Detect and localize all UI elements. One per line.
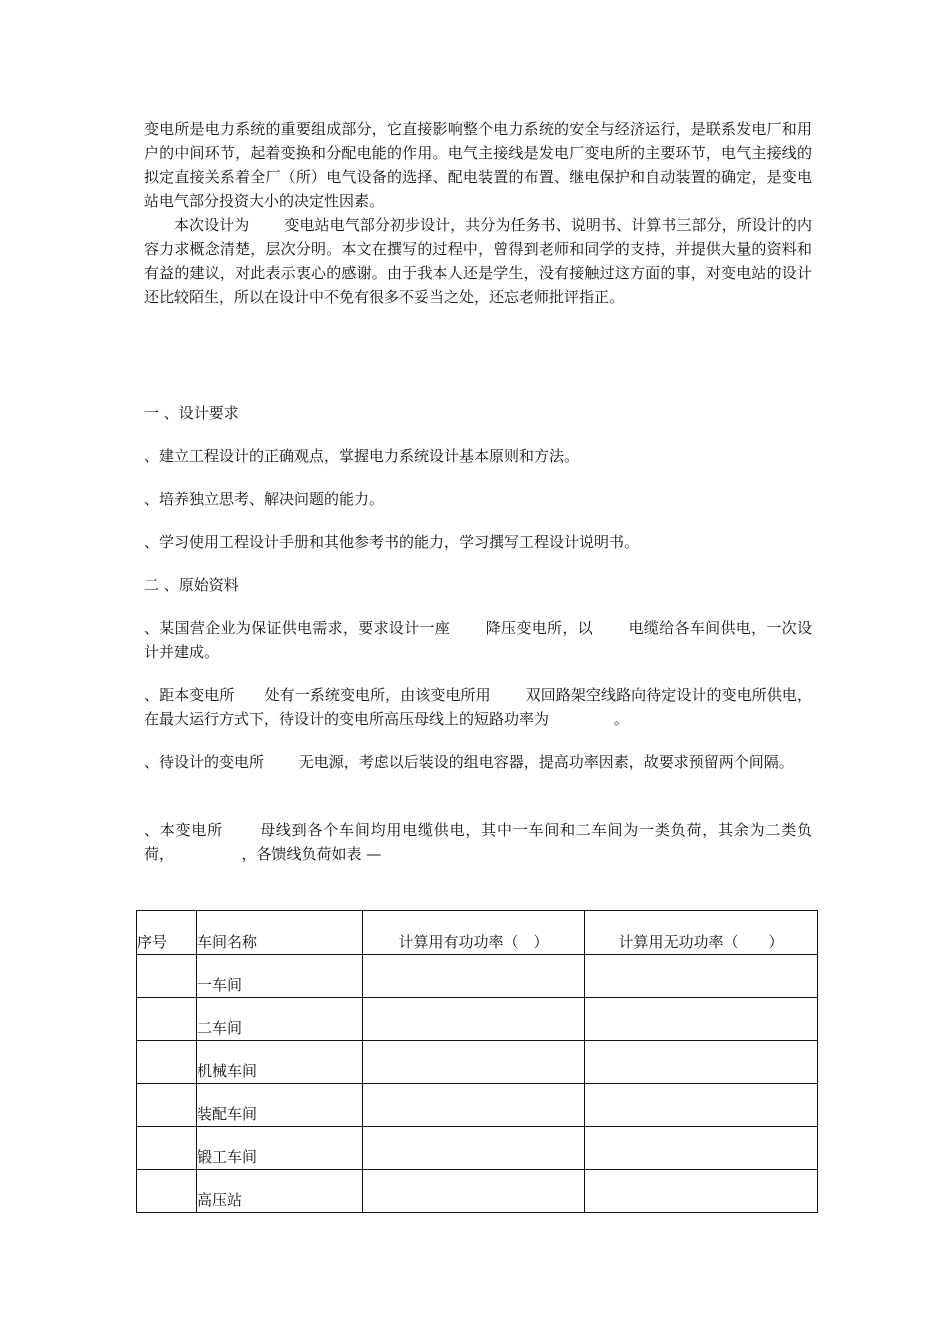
cell-workshop-name: 高压站 bbox=[197, 1170, 363, 1213]
header-workshop-name: 车间名称 bbox=[197, 911, 363, 955]
header-reactive-power: 计算用无功功率（ ） bbox=[585, 911, 818, 955]
header-no: 序号 bbox=[137, 911, 197, 955]
cell-reactive-power bbox=[585, 1041, 818, 1084]
source-item-1: 、某国营企业为保证供电需求，要求设计一座 降压变电所，以 电缆给各车间供电，一次设计并建成。 bbox=[144, 619, 812, 661]
table-row bbox=[137, 1170, 818, 1213]
cell-active-power bbox=[363, 1084, 585, 1127]
cell-no bbox=[137, 1041, 197, 1084]
feeder-load-table bbox=[136, 910, 818, 1213]
cell-active-power bbox=[363, 1041, 585, 1084]
cell-workshop-name: 二车间 bbox=[197, 998, 363, 1041]
cell-active-power bbox=[363, 1170, 585, 1213]
cell-reactive-power bbox=[585, 1170, 818, 1213]
cell-no bbox=[137, 1170, 197, 1213]
cell-workshop-name: 一车间 bbox=[197, 955, 363, 998]
section-heading-requirements: 一 、设计要求 bbox=[144, 404, 239, 422]
requirement-item-1: 、建立工程设计的正确观点，掌握电力系统设计基本原则和方法。 bbox=[144, 447, 580, 465]
cell-reactive-power bbox=[585, 955, 818, 998]
source-item-2: 、距本变电所 处有一系统变电所，由该变电所用 双回路架空线路向待定设计的变电所供电，在最大运行方式下，待设计的变电所高压母线上的短路功率为 。 bbox=[144, 686, 812, 728]
cell-no bbox=[137, 1127, 197, 1170]
cell-no bbox=[137, 998, 197, 1041]
cell-reactive-power bbox=[585, 998, 818, 1041]
table-row bbox=[137, 1041, 818, 1084]
cell-workshop-name: 锻工车间 bbox=[197, 1127, 363, 1170]
table-row bbox=[137, 998, 818, 1041]
table-row bbox=[137, 955, 818, 998]
header-active-power: 计算用有功功率（ ） bbox=[363, 911, 585, 955]
source-item-3: 、待设计的变电所 无电源，考虑以后装设的组电容器，提高功率因素，故要求预留两个间隔。 bbox=[144, 753, 794, 771]
cell-active-power bbox=[363, 1127, 585, 1170]
cell-reactive-power bbox=[585, 1084, 818, 1127]
cell-no bbox=[137, 1084, 197, 1127]
table-row bbox=[137, 1127, 818, 1170]
cell-workshop-name: 机械车间 bbox=[197, 1041, 363, 1084]
cell-active-power bbox=[363, 998, 585, 1041]
requirement-item-3: 、学习使用工程设计手册和其他参考书的能力，学习撰写工程设计说明书。 bbox=[144, 533, 640, 551]
requirement-item-2: 、培养独立思考、解决问题的能力。 bbox=[144, 490, 385, 508]
cell-no bbox=[137, 955, 197, 998]
intro-paragraph-1: 变电所是电力系统的重要组成部分，它直接影响整个电力系统的安全与经济运行，是联系发电厂和用户的中间环节，起着变换和分配电能的作用。电气主接线是发电厂变电所的主要环节，电气主接线的拟定直接关系着全厂（所）电气设备的选择、配电装置的布置、继电保护和自动装置的确定，是变电站电气部分投资大小的决定性因素。 bbox=[144, 120, 812, 210]
section-heading-source-data: 二 、原始资料 bbox=[144, 576, 239, 594]
cell-active-power bbox=[363, 955, 585, 998]
cell-reactive-power bbox=[585, 1127, 818, 1170]
table-row bbox=[137, 1084, 818, 1127]
source-item-4: 、本变电所 母线到各个车间均用电缆供电，其中一车间和二车间为一类负荷，其余为二类负荷， ，各馈线负荷如表 — bbox=[144, 821, 812, 863]
table-header-row bbox=[137, 911, 818, 955]
cell-workshop-name: 装配车间 bbox=[197, 1084, 363, 1127]
intro-paragraph-2: 本次设计为 变电站电气部分初步设计，共分为任务书、说明书、计算书三部分，所设计的内容力求概念清楚，层次分明。本文在撰写的过程中，曾得到老师和同学的支持，并提供大量的资料和有益的建议，对此表示衷心的感谢。由于我本人还是学生，没有接触过这方面的事，对变电站的设计还比较陌生，所以在设计中不免有很多不妥当之处，还忘老师批评指正。 bbox=[144, 216, 812, 306]
